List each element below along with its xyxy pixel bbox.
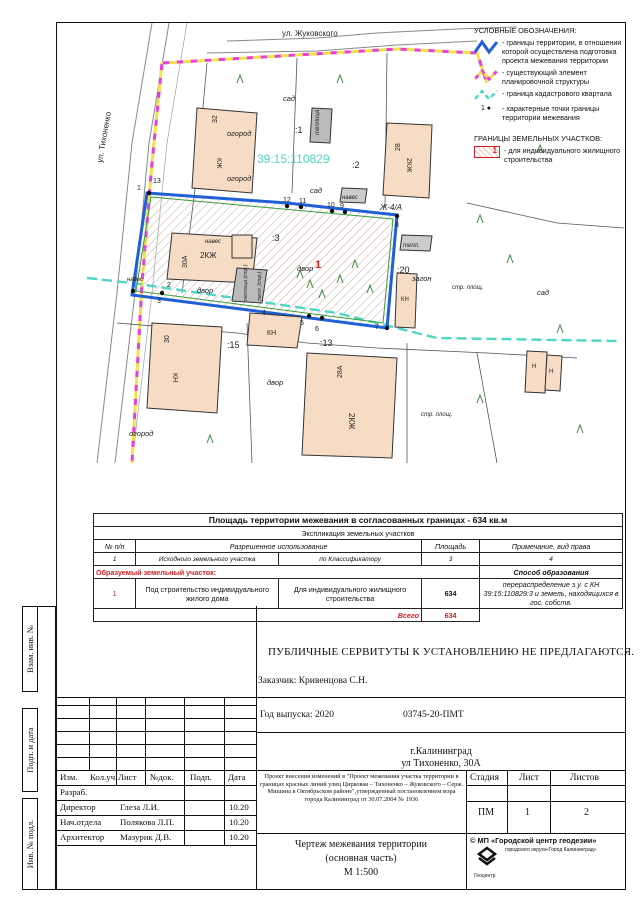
- building-label: КН: [267, 330, 277, 337]
- misc-label: стр. площ.: [452, 285, 484, 291]
- servitudes-note: ПУБЛИЧНЫЕ СЕРВИТУТЫ К УСТАНОВЛЕНИЮ НЕ ПРЕДЛАГАЮТСЯ.: [268, 646, 635, 658]
- misc-label: стр. площ.: [421, 412, 453, 418]
- table-header: Разрешенное использование: [136, 540, 422, 553]
- point-label: 8: [395, 222, 399, 229]
- yard-label: огород: [227, 174, 252, 183]
- table-header: Примечание, вид права: [480, 540, 623, 553]
- index-cell: 3: [421, 553, 479, 566]
- house-number: 30: [164, 335, 171, 343]
- side-label: Подп. и дата: [25, 727, 35, 773]
- issue-year: Год выпуска: 2020: [260, 710, 334, 720]
- yard-label: огород: [129, 429, 154, 438]
- sheets-value: 2: [584, 807, 589, 818]
- house-number: 28: [395, 143, 402, 151]
- building-label: 2КЖ: [405, 158, 412, 173]
- point-label: 2: [167, 282, 171, 289]
- planning-structure-swatch: [474, 68, 498, 82]
- house-number: 32: [212, 115, 219, 123]
- stamp-col-header: Лист: [118, 772, 137, 782]
- building-label: Н: [549, 369, 554, 375]
- index-cell: 4: [480, 553, 623, 566]
- point-label: 1: [137, 185, 141, 192]
- map-legend: [474, 26, 622, 164]
- blue-boundary-swatch: [474, 38, 498, 56]
- legend-text: - для индивидуального жилищного строительства: [504, 146, 621, 164]
- geocenter-logo-icon: [476, 846, 498, 870]
- parcel-swatch: [474, 146, 500, 158]
- sub-header: Исходного земельного участка: [136, 553, 279, 566]
- building-label: Н: [532, 364, 537, 370]
- section-label: Образуемый земельный участок:: [94, 566, 480, 579]
- misc-label: навес: [205, 239, 221, 245]
- side-field: [22, 606, 38, 692]
- org-subtitle: городского округа«Город Калининград»: [505, 847, 597, 853]
- misc-label: теплица (стр.): [243, 264, 249, 301]
- index-cell: 1: [94, 553, 136, 566]
- building: [525, 351, 547, 393]
- quarter-boundary-swatch: [474, 89, 498, 101]
- stamp-col-header: Изм.: [60, 772, 78, 782]
- point-label: 12: [283, 197, 291, 204]
- building-label: КН: [401, 297, 409, 303]
- stamp-role: Директор: [60, 802, 96, 812]
- parcel-swatch-num: 1: [492, 146, 497, 155]
- stamp-col-header: Дата: [228, 772, 246, 782]
- greenhouse: [310, 108, 332, 143]
- original-use: Под строительство индивидуального жилого дома: [136, 579, 279, 609]
- quarter-label: :13: [320, 338, 333, 348]
- cadastral-number: 39:15:110829: [257, 152, 330, 166]
- quarter-label: :20: [397, 265, 410, 275]
- drawing-subtitle: (основная часть): [325, 853, 397, 864]
- yard-label: загон: [412, 274, 432, 283]
- project-description: Проект внесения изменений в "Проект межевания участка территории в границах красных линий улиц Цирковая – Тихоненко – Жуковского – Серж. Мишина в Октябрьском районе",утвержденный постановлением мэра города Калининград от 30.07.2004 № 1936: [259, 773, 464, 803]
- table-title: Площадь территории межевания в согласованных границах - 634 кв.м: [94, 514, 623, 527]
- yard-label: сад: [537, 288, 550, 297]
- street-label: ул. Тихоненко: [95, 110, 113, 164]
- legend-text: - характерные точки границы территории межевания: [502, 104, 600, 122]
- sheet-value: 1: [525, 807, 530, 818]
- point-label: 10: [327, 202, 335, 209]
- total-label: Всего: [94, 609, 422, 622]
- stamp-date: 10.20: [229, 832, 249, 842]
- stamp-role: Нач.отдела: [60, 817, 102, 827]
- parcel-number: 1: [315, 259, 322, 271]
- building: [545, 355, 562, 391]
- legend-item: [474, 38, 622, 65]
- table-header: № п/п: [94, 540, 136, 553]
- stamp-role: Разраб.: [60, 787, 88, 797]
- org-name: © МП «Городской центр геодезии»: [470, 836, 597, 845]
- misc-label: тепл.: [403, 243, 420, 249]
- legend-text: - границы территории, в отношении которой осуществлена подготовка проекта межевания территории: [502, 38, 622, 65]
- house-number: 30А: [182, 255, 189, 268]
- quarter-label: :3: [272, 233, 280, 243]
- misc-label: тепл. (стр.): [257, 271, 263, 301]
- stage-header: Стадия: [470, 773, 499, 783]
- row-num: 1: [94, 579, 136, 609]
- house-number: 28А: [337, 365, 344, 378]
- side-field: [22, 708, 38, 792]
- row-note: перераспределение з.у. с КН 39:15:110829:3 и земель, находящихся в гос. собств.: [480, 579, 623, 609]
- sub-header: по Классификатору: [279, 553, 422, 566]
- table-subtitle: Экспликация земельных участков: [94, 527, 623, 540]
- point-label: 11: [299, 198, 307, 205]
- stamp-role: Архитектор: [60, 832, 105, 842]
- misc-label: навес: [127, 277, 143, 283]
- project-code: 03745-20-ПМТ: [403, 710, 464, 720]
- explication-table: [93, 513, 623, 622]
- building-label: 2КЖ: [347, 413, 356, 430]
- total-value: 634: [421, 609, 479, 622]
- parcel-line: [477, 353, 497, 463]
- point-label: 6: [315, 326, 319, 333]
- stamp-col-header: Кол.уч.: [90, 772, 118, 782]
- yard-label: сад: [310, 186, 323, 195]
- yard-label: двор: [297, 264, 314, 273]
- parcel-line: [467, 203, 624, 228]
- stamp-col-header: Подп.: [190, 772, 212, 782]
- drawing-title: Чертеж межевания территории: [295, 839, 427, 850]
- stamp-col-header: №док.: [150, 772, 174, 782]
- point-example: 1: [480, 105, 485, 112]
- side-label: Взам. инв. №: [25, 625, 35, 673]
- point-label: 13: [153, 178, 161, 185]
- zone-label: Ж-4/А: [380, 203, 403, 212]
- quarter-label: :15: [227, 340, 240, 350]
- legend-parcels-title: ГРАНИЦЫ ЗЕМЕЛЬНЫХ УЧАСТКОВ:: [474, 134, 603, 143]
- quarter-label: :2: [352, 160, 360, 170]
- stage-value: ПМ: [478, 807, 495, 818]
- quarter-label: :1: [295, 125, 303, 135]
- table-header: Площадь: [421, 540, 479, 553]
- address: ул Тихоненко, 30А: [401, 758, 481, 769]
- yard-label: огород: [227, 129, 252, 138]
- row-area: 634: [421, 579, 479, 609]
- building: [232, 235, 252, 258]
- point-label: 5: [300, 320, 304, 327]
- drawing-scale: М 1:500: [343, 867, 379, 878]
- yard-label: теплица: [315, 109, 321, 135]
- street-label: ул. Жуковского: [282, 29, 338, 38]
- customer: Заказчик: Кривенцова С.Н.: [258, 676, 368, 686]
- yard-label: двор: [197, 286, 214, 295]
- side-label: Инв. № подл.: [25, 819, 35, 869]
- legend-text: - граница кадастрового квартала: [502, 89, 612, 98]
- section-note: Способ образования: [480, 566, 623, 579]
- logo-text: Геоцентр: [474, 873, 496, 879]
- legend-text: - существующий элемент планировочной структуры: [502, 68, 590, 86]
- yard-label: двор: [267, 378, 284, 387]
- classifier-use: Для индивидуального жилищного строительства: [279, 579, 422, 609]
- misc-label: навес: [342, 195, 358, 201]
- building-label: КН: [171, 373, 178, 383]
- stamp-date: 10.20: [229, 802, 249, 812]
- city: г.Калининград: [410, 746, 472, 757]
- side-field-column: [38, 606, 56, 890]
- building-label: 2КЖ: [200, 251, 217, 260]
- point-swatch: 1 ●: [480, 105, 492, 112]
- sheets-header: Листов: [570, 773, 600, 783]
- legend-item: [474, 104, 622, 122]
- stamp-name: Мазурик Д.В.: [120, 832, 172, 842]
- stamp-date: 10.20: [229, 817, 249, 827]
- point-label: 4: [262, 310, 266, 317]
- building: [302, 353, 397, 458]
- stamp-name: Полякова Л.П.: [120, 817, 175, 827]
- legend-item: [474, 68, 622, 86]
- building: [147, 323, 222, 413]
- legend-item: [474, 89, 622, 101]
- building-label: КЖ: [215, 158, 222, 169]
- point-label: 7: [375, 324, 379, 331]
- yard-label: сад: [283, 94, 296, 103]
- legend-title: УСЛОВНЫЕ ОБОЗНАЧЕНИЯ:: [474, 26, 577, 35]
- stamp-name: Глеза Л.И.: [120, 802, 160, 812]
- point-label: 9: [340, 203, 344, 210]
- planning-boundary-top: [162, 49, 487, 83]
- side-field: [22, 798, 38, 890]
- legend-item: [474, 146, 622, 164]
- point-label: 3: [157, 298, 161, 305]
- sheet-header: Лист: [519, 773, 539, 783]
